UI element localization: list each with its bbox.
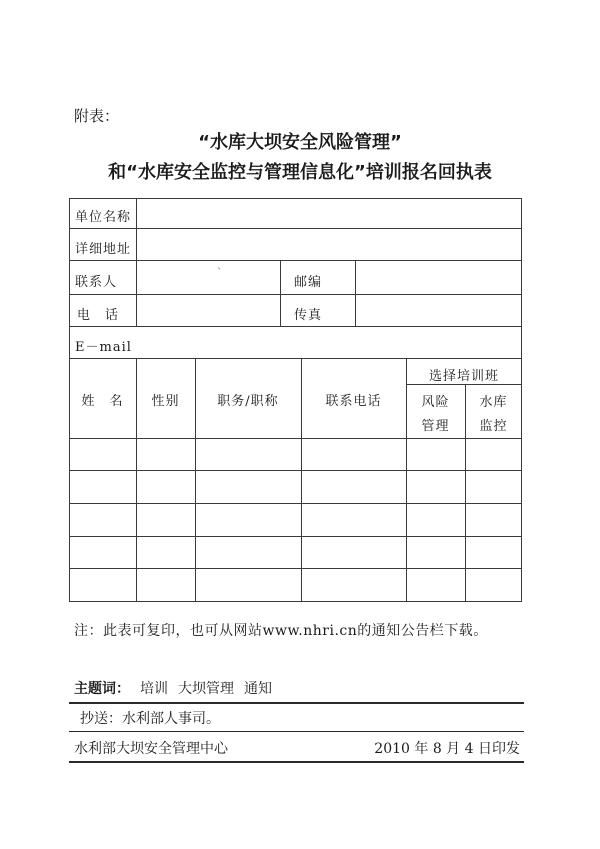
unit-name-label: 单位名称 [75,210,132,225]
table-col-line [355,260,356,326]
keywords-label: 主题词： [74,681,130,697]
keyword: 培训 [140,681,168,697]
email-label: E－mail [75,340,132,355]
attachment-label: 附表： [74,107,120,125]
table-row-line [69,326,522,327]
table-col-line [280,260,281,326]
col-header-monitor-line2: 监控 [479,419,508,434]
pen-mark: ˋ [217,268,222,279]
document-title-line1: “水库大坝安全风险管理” [198,132,402,153]
issuing-office: 水利部大坝安全管理中心 [74,741,228,757]
contact-person-label: 联系人 [75,275,118,290]
document-title-line2: 和“水库安全监控与管理信息化”培训报名回执表 [108,162,492,183]
cc-recipients: 抄送：水利部人事司。 [80,711,220,727]
address-label: 详细地址 [75,242,132,257]
col-header-gender: 性别 [151,394,180,409]
registration-form-table [69,198,522,602]
divider-line [69,702,524,704]
subject-keywords [74,678,272,698]
col-header-name: 姓 名 [81,394,124,409]
divider-line [69,761,524,763]
divider-line [69,731,524,732]
table-col-line [136,198,137,326]
issue-date: 2010 年 8 月 4 日印发 [374,741,520,757]
footnote: 注：此表可复印，也可从网站www.nhri.cn的通知公告栏下载。 [74,623,488,639]
table-row-line [406,384,522,385]
keyword: 大坝管理 [178,681,234,697]
col-header-contact-phone: 联系电话 [325,394,382,409]
col-header-risk-line2: 管理 [421,419,450,434]
keyword: 通知 [244,681,272,697]
phone-label: 电 话 [77,308,120,323]
col-header-risk-line1: 风险 [421,395,450,410]
postcode-label: 邮编 [294,275,323,290]
col-header-position: 职务/职称 [217,394,279,409]
fax-label: 传真 [294,308,323,323]
col-header-select-class: 选择培训班 [428,369,499,384]
col-header-monitor-line1: 水库 [479,395,508,410]
